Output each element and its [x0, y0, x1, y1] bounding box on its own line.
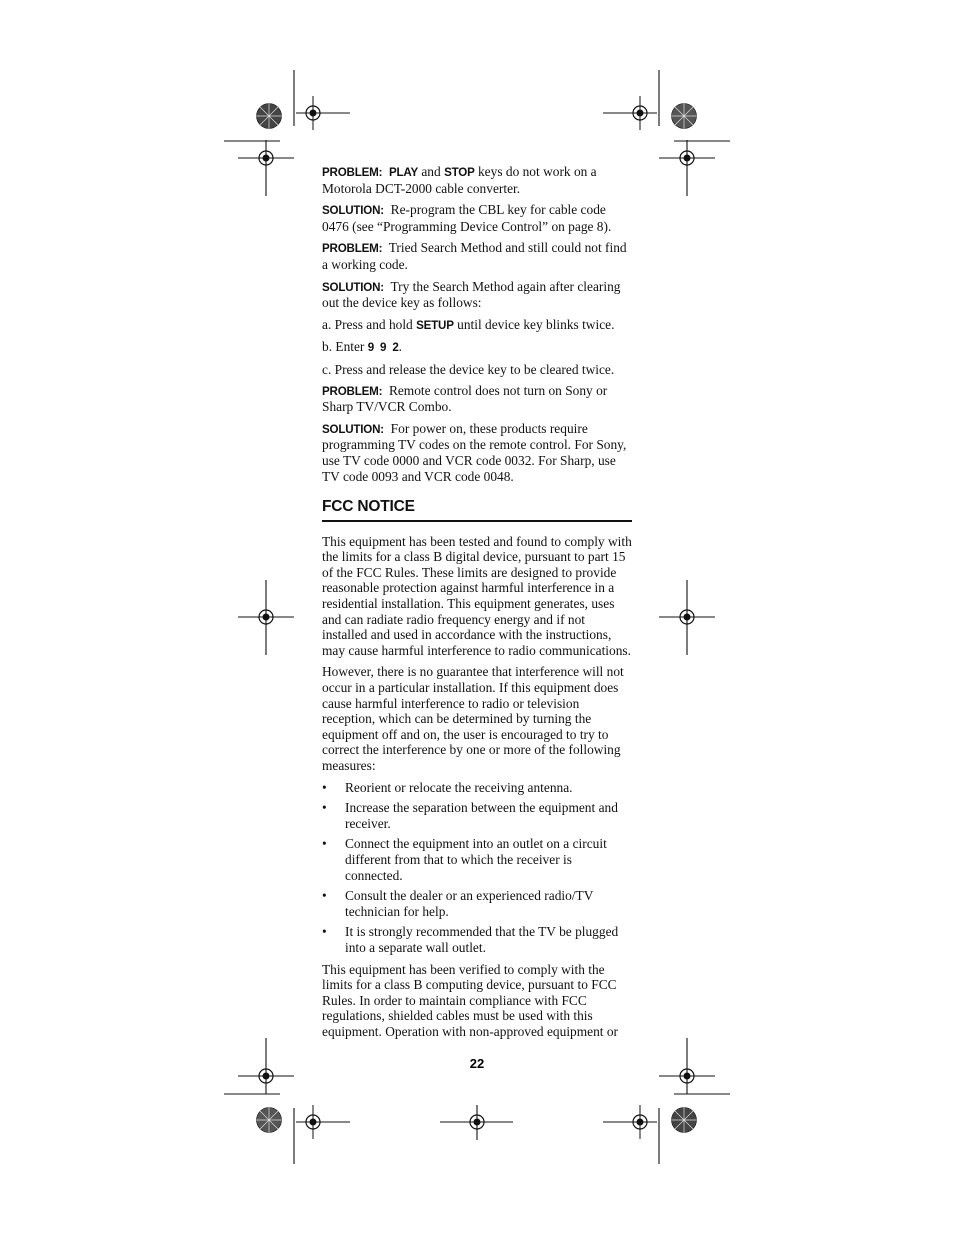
step-b: b. Enter 9 9 2.	[322, 339, 402, 355]
setup-key-name: SETUP	[416, 318, 454, 332]
step-a: a. Press and hold SETUP until device key blinks twice.	[322, 316, 615, 332]
problem-label: PROBLEM:	[322, 166, 383, 179]
list-item: • Reorient or relocate the receiving antenna.	[322, 779, 573, 795]
fcc-measures-list	[322, 780, 632, 956]
code-992: 9 9 2	[367, 341, 399, 355]
problem-1: PROBLEM: PLAY and STOP keys do not work on a Motorola DCT-2000 cable converter.	[322, 164, 597, 196]
fcc-paragraph-1: This equipment has been tested and found to comply with the limits for a class B digital device, pursuant to part 15 of the FCC Rules. These limits are designed to provide reasonable protection against harmful interference in a residential installation. This equipment generates, uses and can radiate radio frequency energy and if not installed and used in accordance with the instructions, may cause harmful interference to radio communications.	[322, 533, 632, 658]
bullet-icon: •	[322, 836, 327, 852]
list-item: • Connect the equipment into an outlet on a circuit different from that to which the receiver is connected.	[322, 836, 607, 883]
page-number: 22	[469, 1056, 485, 1071]
fcc-paragraph-3: This equipment has been verified to comply with the limits for a class B computing device, pursuant to FCC Rules. In order to maintain compliance with FCC regulations, shielded cables must be used with this equipment. Operation with non-approved equipment or	[322, 961, 619, 1039]
bullet-icon: •	[322, 888, 327, 904]
solution-1: SOLUTION: Re-program the CBL key for cable code 0476 (see “Programming Device Control” on page 8).	[322, 202, 612, 234]
solution-2: SOLUTION: Try the Search Method again after clearing out the device key as follows:	[322, 278, 621, 311]
bullet-icon: •	[322, 800, 327, 816]
list-item: • It is strongly recommended that the TV be plugged into a separate wall outlet.	[322, 924, 619, 955]
step-c: c. Press and release the device key to be cleared twice.	[322, 361, 615, 377]
bullet-icon: •	[322, 924, 327, 940]
section-title-fcc-notice: FCC NOTICE	[322, 499, 632, 522]
solution-label: SOLUTION:	[322, 422, 384, 436]
solution-label: SOLUTION:	[322, 204, 384, 218]
list-item: • Consult the dealer or an experienced radio/TV technician for help.	[322, 888, 594, 919]
problem-label: PROBLEM:	[322, 384, 383, 398]
solution-label: SOLUTION:	[322, 280, 384, 294]
list-item: • Increase the separation between the equipment and receiver.	[322, 800, 618, 831]
problem-label: PROBLEM:	[322, 242, 383, 256]
solution-3: SOLUTION: For power on, these products require programming TV codes on the remote control. For Sony, use TV code 0000 and VCR code 0032. For Sharp, use TV code 0093 and VCR code 0048.	[322, 420, 627, 484]
page-content	[322, 164, 632, 1046]
bullet-icon: •	[322, 779, 327, 795]
problem-2: PROBLEM: Tried Search Method and still could not find a working code.	[322, 240, 627, 272]
fcc-paragraph-2: However, there is no guarantee that interference will not occur in a particular installation. If this equipment does cause harmful interference to radio or television reception, which can be determined by turning the equipment off and on, the user is encouraged to try to correct the interference by one or more of the following measures:	[322, 664, 624, 773]
play-key-name: PLAY	[388, 166, 418, 179]
problem-3: PROBLEM: Remote control does not turn on Sony or Sharp TV/VCR Combo.	[322, 382, 608, 415]
stop-key-name: STOP	[444, 166, 475, 179]
